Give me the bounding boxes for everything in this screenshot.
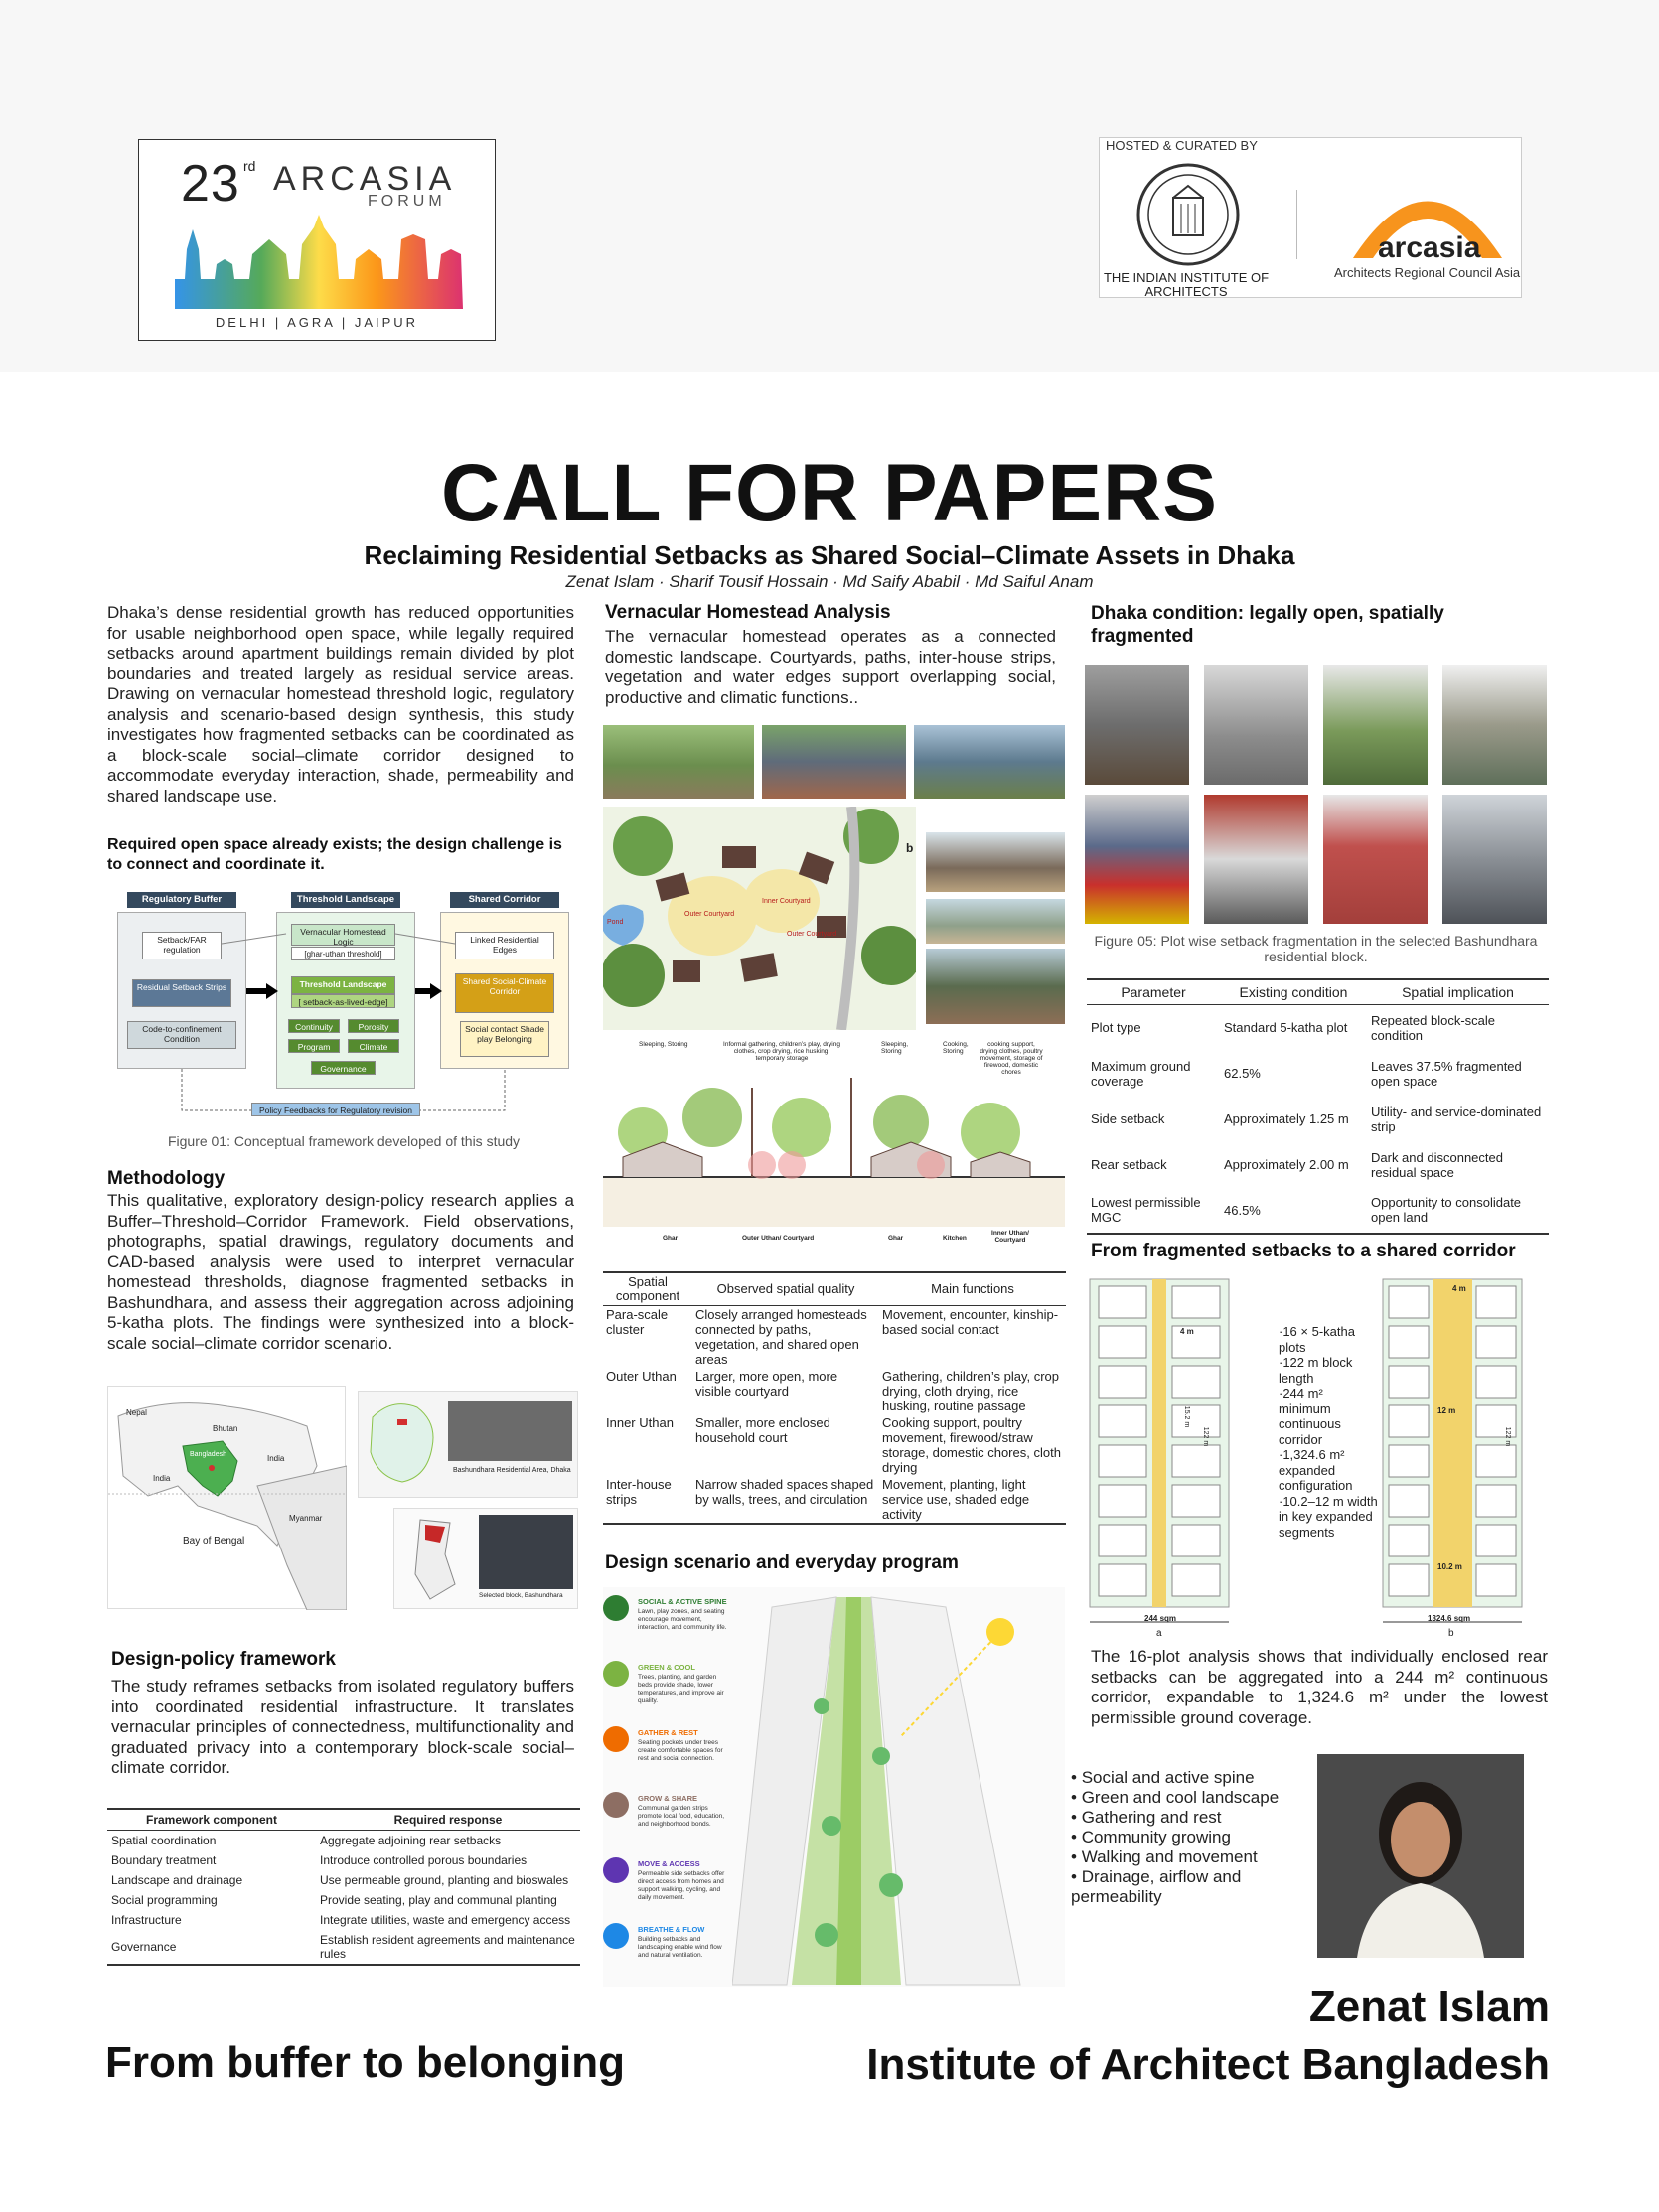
- legend-icon: [603, 1595, 629, 1621]
- design-scenario-heading: Design scenario and everyday program: [605, 1552, 959, 1573]
- fw-col-response: Required response: [316, 1809, 580, 1831]
- homestead-section: [603, 1038, 1065, 1247]
- sp-cell: Inner Uthan: [606, 1415, 674, 1430]
- dhaka-photo-2: [1204, 665, 1308, 785]
- section-bottom-3: Ghar: [888, 1235, 904, 1242]
- legend-desc: Seating pockets under trees create comfortable spaces for rest and social connection.: [638, 1739, 723, 1762]
- setback-box: Setback/FAR regulation: [142, 932, 222, 959]
- plot-block: [1476, 1485, 1516, 1517]
- sp-cell: Smaller, more enclosed household court: [695, 1415, 830, 1445]
- corridor-text: The 16-plot analysis shows that individually enclosed rear setbacks can be aggregated into a 244 m² continuous corridor, expandable to 1,324.6 m² under the lowest permissible ground coverage.: [1091, 1647, 1548, 1727]
- legend-icon: [603, 1661, 629, 1687]
- plot-block: [1099, 1286, 1146, 1318]
- intro-note: Required open space already exists; the design challenge is to connect and coordinate it.: [107, 836, 562, 873]
- plot-block: [1389, 1445, 1429, 1477]
- table-row: [107, 1870, 580, 1890]
- plot-block: [1099, 1445, 1146, 1477]
- plot-block: [1389, 1326, 1429, 1358]
- section-top-1: Sleeping, Storing: [639, 1041, 688, 1048]
- footer-author: Zenat Islam: [1308, 1983, 1550, 2031]
- homestead-photo-3: [914, 725, 1065, 799]
- dk-cell: Utility- and service-dominated strip: [1371, 1104, 1542, 1134]
- dim-4m-b: 4 m: [1452, 1284, 1466, 1293]
- dim-152: 15.2 m: [1183, 1405, 1191, 1428]
- fw-cell: Introduce controlled porous boundaries: [320, 1853, 528, 1867]
- corridor-note: ·1,324.6 m² expanded configuration: [1279, 1447, 1353, 1493]
- dk-cell: 62.5%: [1224, 1066, 1261, 1081]
- table-row: [1087, 1051, 1549, 1097]
- dhaka-outline: [363, 1398, 442, 1487]
- governance-box: Governance: [311, 1061, 376, 1075]
- list-item: • Green and cool landscape: [1071, 1788, 1319, 1808]
- photo-label-b: b: [906, 841, 914, 855]
- section-bottom-5: Inner Uthan/ Courtyard: [991, 1230, 1029, 1244]
- sp-cell: Inter-house strips: [603, 1476, 692, 1524]
- section-bottom-2: Outer Uthan/ Courtyard: [742, 1235, 815, 1242]
- forum-cities: DELHI | AGRA | JAIPUR: [215, 315, 419, 330]
- plan-b-letter: b: [1448, 1628, 1454, 1639]
- dk-col-parameter: Parameter: [1087, 979, 1220, 1005]
- plot-block: [1172, 1405, 1220, 1437]
- design-policy-text: The study reframes setbacks from isolated regulatory buffers into coordinated residential infrastructure. It translates vernacular principles of connectedness, multifunctionality and graduated privacy into a contemporary block-scale social–climate corridor.: [111, 1677, 574, 1777]
- sp-cell: Outer Uthan: [606, 1369, 677, 1384]
- plot-block: [1099, 1564, 1146, 1596]
- dk-cell: Side setback: [1091, 1111, 1165, 1126]
- table-row: [107, 1910, 580, 1930]
- section-bottom-1: Ghar: [663, 1235, 679, 1242]
- label-india-a: India: [153, 1474, 171, 1483]
- homestead-plan: [603, 807, 916, 1030]
- sp-cell: Narrow shaded spaces shaped by walls, trees, and circulation: [692, 1476, 879, 1524]
- label-nepal: Nepal: [126, 1408, 147, 1417]
- plot-block: [1389, 1366, 1429, 1398]
- dk-cell: Approximately 2.00 m: [1224, 1157, 1349, 1172]
- plan-b-area: 1324.6 sqm: [1428, 1614, 1471, 1623]
- col-header-buffer: Regulatory Buffer: [127, 892, 236, 908]
- legend-title: GROW & SHARE: [638, 1794, 697, 1803]
- sp-cell: Cooking support, poultry movement, firewood/straw storage, domestic chores, cloth drying: [882, 1415, 1061, 1475]
- dk-col-implication: Spatial implication: [1367, 979, 1549, 1005]
- table-row: [603, 1414, 1066, 1476]
- dhaka-photo-3: [1323, 665, 1428, 785]
- legend-desc: Lawn, play zones, and seating encourage movement, interaction, and community life.: [638, 1608, 727, 1631]
- label-india-b: India: [267, 1454, 285, 1463]
- table-row: [1087, 1005, 1549, 1051]
- climate-box: Climate: [348, 1039, 399, 1053]
- fw-cell: Social programming: [111, 1893, 218, 1907]
- label-bhutan: Bhutan: [213, 1424, 238, 1433]
- section-top-2: Informal gathering, children’s play, drying clothes, crop drying, rice husking, temporary storage: [723, 1041, 840, 1062]
- table-row: [107, 1890, 580, 1910]
- plot-block: [1099, 1525, 1146, 1556]
- dk-cell: 46.5%: [1220, 1188, 1367, 1234]
- list-item: • Drainage, airflow and permeability: [1071, 1867, 1319, 1907]
- figure-01-caption: Figure 01: Conceptual framework developed of this study: [167, 1133, 521, 1149]
- methodology-text: This qualitative, exploratory design-policy research applies a Buffer–Threshold–Corridor Framework. Field observations, photographs, spatial drawings, regulatory documents and CAD-based analysis were used to interpret vernacular homestead thresholds, diagnose fragmented setbacks in Bashundhara, and assess their aggregation across adjoining 5-katha plots. The findings were synthesized into a block-scale social–climate corridor scenario.: [107, 1191, 574, 1353]
- hosted-logos: [1099, 137, 1522, 298]
- plot-block: [1172, 1366, 1220, 1398]
- ghar-box: [ghar-uthan threshold]: [291, 947, 395, 960]
- section-graphic: [603, 1078, 1065, 1227]
- label-dhaka: Bashundhara Residential Area, Dhaka: [453, 1467, 571, 1474]
- feedback-box: Policy Feedbacks for Regulatory revision: [251, 1103, 420, 1116]
- legend-title: MOVE & ACCESS: [638, 1859, 700, 1868]
- program-legend: [603, 1587, 737, 1985]
- plot-block: [1476, 1525, 1516, 1556]
- sp-col-quality: Observed spatial quality: [692, 1272, 879, 1306]
- corridor-note: ·122 m block length: [1279, 1355, 1353, 1386]
- section-top-3: Sleeping, Storing: [881, 1041, 909, 1055]
- plan-label-inner: Inner Courtyard: [762, 898, 811, 905]
- col-header-corridor: Shared Corridor: [450, 892, 559, 908]
- corridor-note: ·10.2–12 m width in key expanded segments: [1279, 1493, 1378, 1540]
- arcasia-sub: Architects Regional Council Asia: [1334, 265, 1521, 280]
- sp-cell: Movement, encounter, kinship-based social contact: [882, 1307, 1059, 1337]
- sp-cell: Closely arranged homesteads connected by paths, vegetation, and shared open areas: [695, 1307, 867, 1367]
- continuity-box: Continuity: [288, 1019, 340, 1033]
- homestead-plan-graphic: [603, 807, 916, 1030]
- lived-box: [ setback-as-lived-edge]: [291, 994, 395, 1008]
- dhaka-photo-6: [1204, 795, 1308, 924]
- spatial-table: [603, 1271, 1066, 1525]
- dhaka-heading: Dhaka condition: legally open, spatially fragmented: [1091, 603, 1444, 647]
- fw-cell: Aggregate adjoining rear setbacks: [320, 1834, 502, 1847]
- fw-cell: Provide seating, play and communal planting: [320, 1893, 557, 1907]
- dk-col-existing: Existing condition: [1220, 979, 1367, 1005]
- forum-number: 23: [181, 155, 240, 213]
- dk-cell: Dark and disconnected residual space: [1371, 1149, 1503, 1180]
- dhaka-photo-1: [1085, 665, 1189, 785]
- legend-title: SOCIAL & ACTIVE SPINE: [638, 1597, 727, 1606]
- sp-col-functions: Main functions: [879, 1272, 1066, 1306]
- map-graphic: [108, 1387, 347, 1610]
- country-map: [107, 1386, 346, 1609]
- fw-col-component: Framework component: [107, 1809, 316, 1831]
- table-row: [1087, 1188, 1549, 1234]
- authors: Zenat Islam · Sharif Tousif Hossain · Md Saify Ababil · Md Saiful Anam: [565, 572, 1094, 591]
- sp-cell: Gathering, children’s play, crop drying, cloth drying, rice husking, routine passage: [882, 1369, 1060, 1413]
- table-row: [603, 1306, 1066, 1369]
- plot-block: [1389, 1405, 1429, 1437]
- plot-block: [1476, 1564, 1516, 1596]
- author-portrait: [1317, 1754, 1524, 1958]
- dim-122-b: 122 m: [1504, 1426, 1512, 1447]
- homestead-photo-6: [926, 949, 1065, 1024]
- homestead-photo-4: [926, 832, 1065, 892]
- footer-tagline: From buffer to belonging: [105, 2038, 626, 2087]
- plan-label-pond: Pond: [607, 919, 624, 926]
- plot-block: [1172, 1564, 1220, 1596]
- code-box: Code-to-confinement Condition: [127, 1021, 236, 1049]
- dk-cell: Repeated block-scale condition: [1371, 1012, 1496, 1043]
- table-row: [1087, 1097, 1549, 1142]
- table-row: [107, 1831, 580, 1851]
- section-top-4: Cooking, Storing: [943, 1041, 969, 1055]
- plot-block: [1389, 1525, 1429, 1556]
- porosity-box: Porosity: [348, 1019, 399, 1033]
- shared-box: Shared Social-Climate Corridor: [455, 973, 554, 1013]
- linked-box: Linked Residential Edges: [455, 932, 554, 959]
- fw-cell: Integrate utilities, waste and emergency access: [320, 1913, 571, 1927]
- list-item: • Gathering and rest: [1071, 1808, 1319, 1828]
- dim-10m: 10.2 m: [1437, 1562, 1462, 1571]
- table-row: [603, 1368, 1066, 1414]
- plot-block: [1476, 1286, 1516, 1318]
- fw-cell: Governance: [107, 1930, 316, 1965]
- block-map: [393, 1508, 578, 1609]
- forum-word: FORUM: [368, 193, 446, 210]
- design-scenario-illustration: [603, 1587, 1065, 1987]
- dk-cell: Leaves 37.5% fragmented open space: [1371, 1058, 1522, 1089]
- label-bangladesh: Bangladesh: [190, 1451, 226, 1458]
- table-row: [107, 1930, 580, 1965]
- table-row: [603, 1476, 1066, 1524]
- program-box: Program: [288, 1039, 340, 1053]
- legend-icon: [603, 1857, 629, 1883]
- dk-cell: Rear setback: [1091, 1157, 1167, 1172]
- dhaka-map: [358, 1391, 578, 1498]
- dk-cell: Maximum ground coverage: [1091, 1058, 1191, 1089]
- intro-text: Dhaka’s dense residential growth has reduced opportunities for usable neighborhood open space, while legally required setbacks around apartment buildings remain divided by plot boundaries and treated largely as residual service areas. Drawing on vernacular homestead threshold logic, regulatory analysis and scenario-based design synthesis, this study investigates how fragmented setbacks can be coordinated as a block-scale social–climate corridor designed to accommodate everyday interaction, shade, permeability and shared landscape use.: [107, 603, 574, 806]
- plan-label-outer-2: Outer Courtyard: [787, 931, 837, 938]
- plan-label-outer-1: Outer Courtyard: [684, 911, 735, 918]
- threshold-box: Threshold Landscape: [291, 976, 395, 994]
- footer-institute: Institute of Architect Bangladesh: [866, 2040, 1550, 2089]
- table-row: [1087, 1142, 1549, 1188]
- legend-title: GREEN & COOL: [638, 1663, 695, 1672]
- legend-desc: Communal garden strips promote local food, education, and neighborhood bonds.: [638, 1805, 725, 1828]
- legend-title: GATHER & REST: [638, 1728, 698, 1737]
- fw-cell: Spatial coordination: [111, 1834, 217, 1847]
- table-row: [107, 1850, 580, 1870]
- dk-cell: Approximately 1.25 m: [1224, 1111, 1349, 1126]
- section-top-5: cooking support, drying clothes, poultry movement, storage of firewood, domestic chores: [980, 1041, 1043, 1076]
- plot-block: [1172, 1485, 1220, 1517]
- page-title: CALL FOR PAPERS: [441, 448, 1218, 538]
- dk-cell: Lowest permissible MGC: [1087, 1188, 1220, 1234]
- corridor-notes: [1279, 1324, 1378, 1540]
- aerial-photo: [479, 1515, 573, 1589]
- fw-cell: Infrastructure: [111, 1913, 182, 1927]
- iia-name: THE INDIAN INSTITUTE OF ARCHITECTS: [1103, 270, 1270, 299]
- list-item: • Walking and movement: [1071, 1847, 1319, 1867]
- plot-block: [1099, 1485, 1146, 1517]
- dk-cell: Plot type: [1091, 1020, 1141, 1036]
- divider: [1296, 190, 1297, 259]
- legend-title: BREATHE & FLOW: [638, 1925, 705, 1934]
- legend-desc: Permeable side setbacks offer direct access from homes and support walking, cycling, and daily movement.: [638, 1870, 725, 1901]
- dk-cell: Opportunity to consolidate open land: [1367, 1188, 1549, 1234]
- dim-122-a: 122 m: [1202, 1426, 1210, 1447]
- legend-icon: [603, 1726, 629, 1752]
- figure-05-caption: Figure 05: Plot wise setback fragmentation in the selected Bashundhara residential block.: [1094, 933, 1538, 964]
- social-box: Social contact Shade play Belonging: [460, 1021, 549, 1057]
- legend-icon: [603, 1792, 629, 1818]
- residual-box: Residual Setback Strips: [132, 979, 231, 1007]
- portrait-graphic: [1317, 1754, 1524, 1958]
- sp-cell: Movement, planting, light service use, shaded edge activity: [879, 1476, 1066, 1524]
- col-header-threshold: Threshold Landscape: [291, 892, 400, 908]
- plot-block: [1389, 1286, 1429, 1318]
- legend-icon: [603, 1923, 629, 1949]
- plot-block: [1172, 1525, 1220, 1556]
- corridor-plans: [1085, 1274, 1552, 1642]
- plot-block: [1476, 1445, 1516, 1477]
- forum-ordinal: rd: [243, 158, 256, 174]
- plot-block: [1099, 1326, 1146, 1358]
- dim-12m: 12 m: [1437, 1406, 1456, 1415]
- plan-a-area: 244 sqm: [1144, 1614, 1177, 1623]
- framework-table: [107, 1808, 580, 1966]
- list-item: • Community growing: [1071, 1828, 1319, 1847]
- plan-a-letter: a: [1156, 1628, 1162, 1639]
- label-selected: Selected block, Bashundhara: [479, 1592, 563, 1599]
- plot-block: [1172, 1445, 1220, 1477]
- framework-arrows: [107, 892, 579, 1125]
- arcasia-forum-logo: [138, 139, 496, 341]
- dhaka-photo-4: [1442, 665, 1547, 785]
- legend-desc: Trees, planting, and garden beds provide shade, lower temperatures, and improve air quality.: [638, 1674, 724, 1704]
- vernacular-heading: Vernacular Homestead Analysis: [605, 602, 891, 623]
- satellite-view: [448, 1401, 572, 1461]
- scenario-graphic: [732, 1587, 1065, 1987]
- methodology-heading: Methodology: [107, 1168, 226, 1189]
- vernacular-text: The vernacular homestead operates as a connected domestic landscape. Courtyards, paths, inter-house strips, vegetation and water edges support overlapping social, productive and climatic functions..: [605, 627, 1056, 707]
- homestead-photo-1: [603, 725, 754, 799]
- dhaka-table: [1087, 978, 1549, 1235]
- fw-cell: Boundary treatment: [111, 1853, 217, 1867]
- fw-cell: Landscape and drainage: [111, 1873, 243, 1887]
- fw-cell: Establish resident agreements and maintenance rules: [316, 1930, 580, 1965]
- vernacular-box: Vernacular Homestead Logic: [291, 924, 395, 946]
- plot-block: [1099, 1366, 1146, 1398]
- label-bay: Bay of Bengal: [183, 1536, 245, 1547]
- dk-cell: Standard 5-katha plot: [1224, 1020, 1348, 1036]
- design-policy-heading: Design-policy framework: [111, 1649, 336, 1670]
- fw-cell: Use permeable ground, planting and bioswales: [320, 1873, 569, 1887]
- homestead-photo-5: [926, 899, 1065, 944]
- corridor-note: ·244 m² minimum continuous corridor: [1279, 1386, 1341, 1447]
- arcasia-word: arcasia: [1378, 231, 1481, 264]
- dhaka-photo-8: [1442, 795, 1547, 924]
- plot-block: [1389, 1485, 1429, 1517]
- homestead-photo-2: [762, 725, 906, 799]
- hosted-label: HOSTED & CURATED BY: [1106, 138, 1258, 153]
- dhaka-photo-7: [1323, 795, 1428, 924]
- block-outline: [400, 1515, 470, 1604]
- plot-block: [1476, 1326, 1516, 1358]
- forum-name: ARCASIA: [273, 160, 457, 198]
- dhaka-photo-5: [1085, 795, 1189, 924]
- sp-cell: Larger, more open, more visible courtyard: [695, 1369, 838, 1399]
- sp-col-component: Spatial component: [603, 1272, 692, 1306]
- skyline-icon: [175, 210, 463, 309]
- corridor-heading: From fragmented setbacks to a shared corridor: [1091, 1241, 1516, 1261]
- program-bullets: [1071, 1768, 1319, 1907]
- plot-block: [1099, 1405, 1146, 1437]
- framework-diagram: [107, 892, 579, 1125]
- list-item: • Social and active spine: [1071, 1768, 1319, 1788]
- plot-block: [1476, 1366, 1516, 1398]
- legend-desc: Building setbacks and landscaping enable wind flow and natural ventilation.: [638, 1936, 722, 1959]
- sp-cell: Para-scale cluster: [606, 1307, 669, 1337]
- iia-seal-icon: [1133, 160, 1243, 269]
- label-myanmar: Myanmar: [289, 1514, 323, 1523]
- plot-block: [1172, 1286, 1220, 1318]
- page-subtitle: Reclaiming Residential Setbacks as Shared Social–Climate Assets in Dhaka: [364, 540, 1295, 570]
- corridor-note: ·16 × 5-katha plots: [1279, 1324, 1355, 1355]
- dim-4m-a: 4 m: [1180, 1327, 1194, 1336]
- plot-block: [1389, 1564, 1429, 1596]
- section-bottom-4: Kitchen: [943, 1235, 967, 1242]
